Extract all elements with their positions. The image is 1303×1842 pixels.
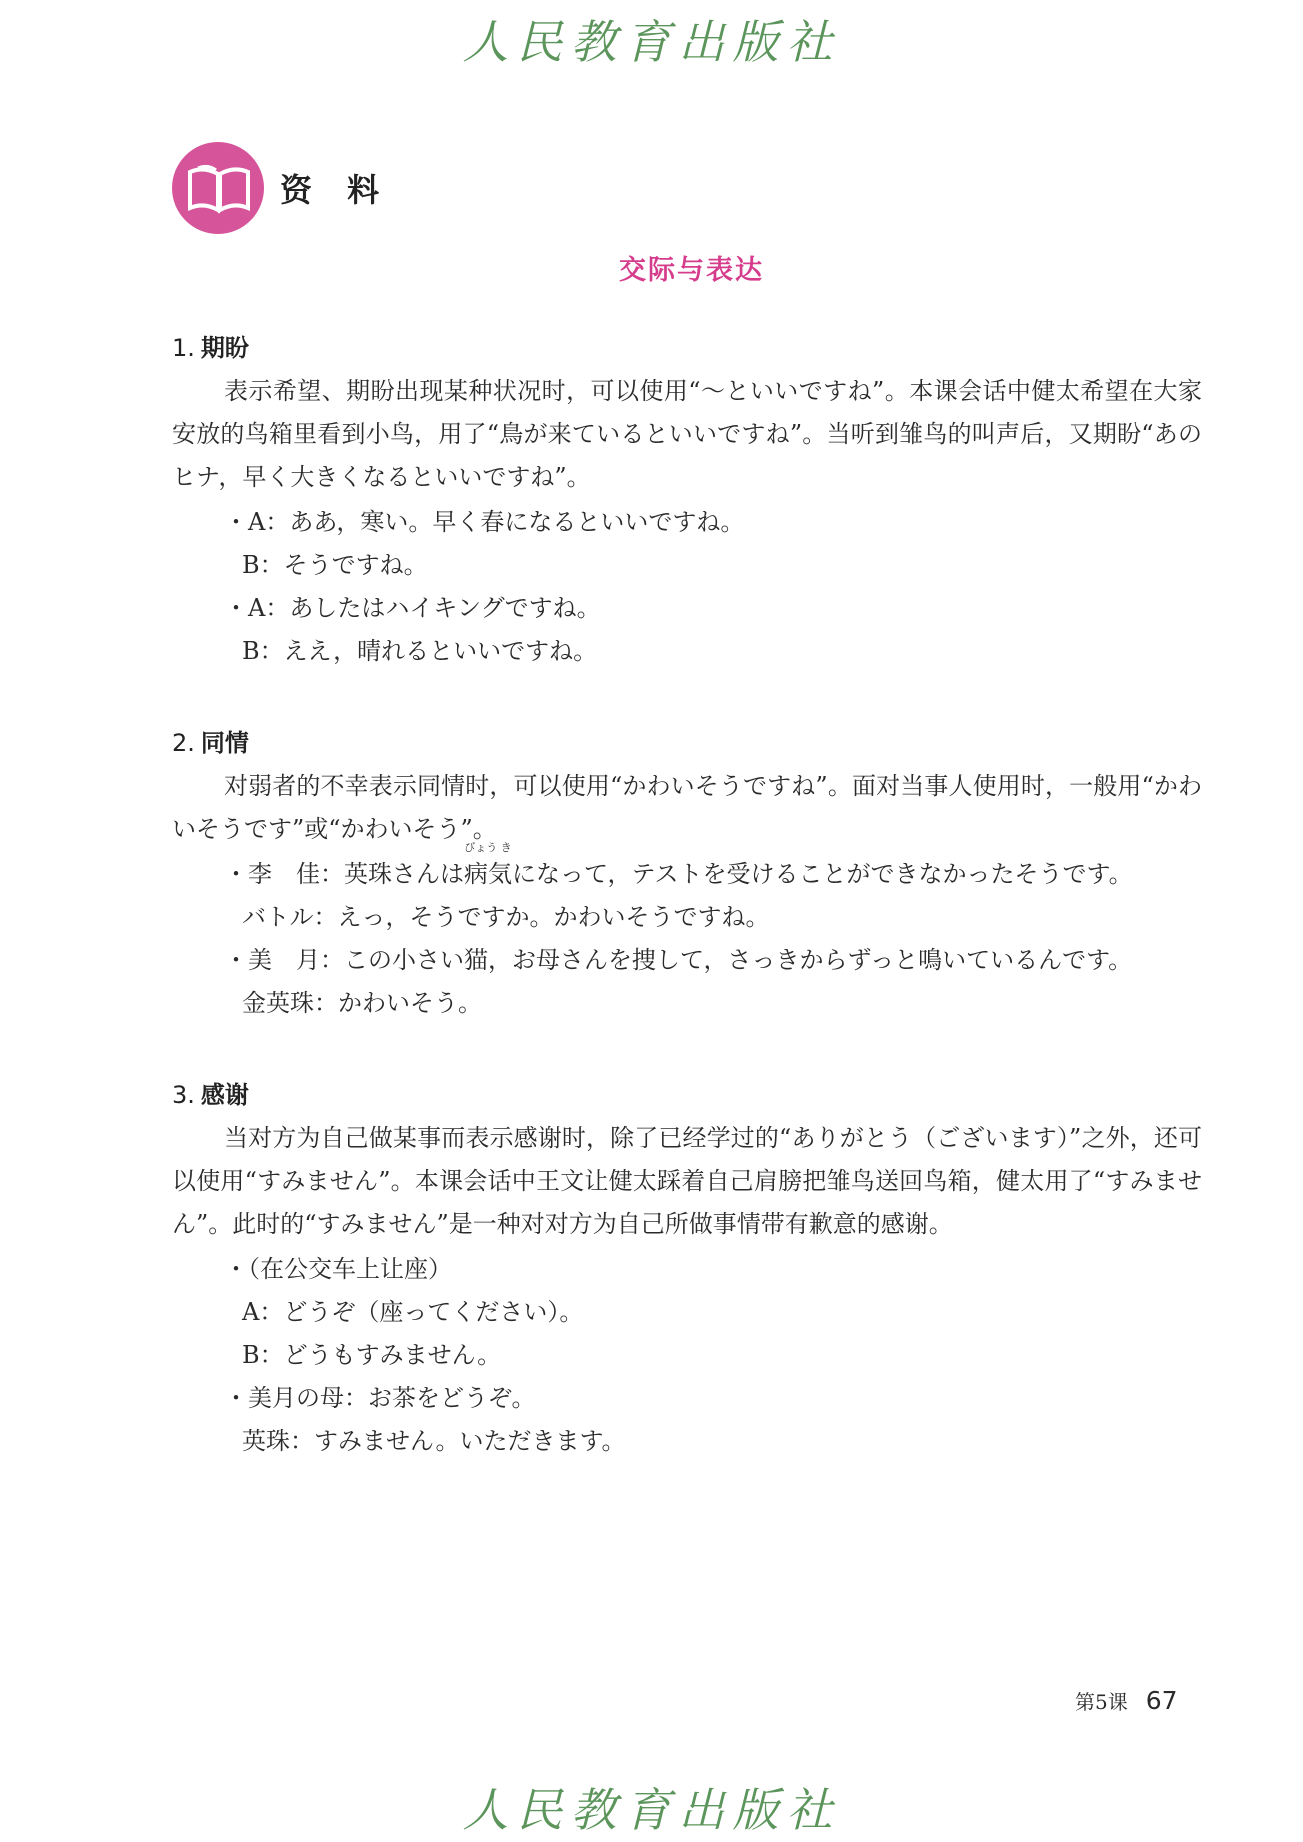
- topic-title: 同情: [200, 729, 249, 757]
- example-line: [172, 841, 1202, 896]
- example-line: ・A：ああ，寒い。早く春になるといいですね。: [224, 508, 745, 536]
- example-list: [172, 501, 1202, 673]
- page-number: 67: [1145, 1686, 1178, 1715]
- example-line: B：そうですね。: [242, 551, 428, 579]
- topic-title: 感谢: [200, 1081, 249, 1109]
- topic-number: 1.: [172, 334, 195, 362]
- topic-2: [172, 725, 1202, 1025]
- example-line: ・美月の母：お茶をどうぞ。: [224, 1384, 536, 1412]
- example-list: [172, 841, 1202, 1025]
- example-list: [172, 1248, 1202, 1463]
- example-line: B：どうもすみません。: [242, 1341, 502, 1369]
- ruby-base: 病気: [464, 860, 512, 888]
- topic-paragraph: 当对方为自己做某事而表示感谢时，除了已经学过的“ありがとう（ございます）”之外，还可以使用“すみません”。本课会话中王文让健太踩着自己肩膀把雏鸟送回鸟箱，健太用了“すみません”。此时的“すみません”是一种对对方为自己所做事情带有歉意的感谢。: [172, 1124, 1202, 1238]
- example-line: ・A：あしたはハイキングですね。: [224, 594, 601, 622]
- ruby-reading: びょう き: [464, 841, 512, 854]
- section-label: 资 料: [280, 171, 392, 209]
- topic-1: [172, 330, 1202, 673]
- topic-3: [172, 1077, 1202, 1463]
- topic-heading: [172, 1077, 1202, 1113]
- example-text: になって，テストを受けることができなかったそうです。: [512, 860, 1133, 888]
- example-line: B：ええ，晴れるといいですね。: [242, 637, 598, 665]
- open-book-icon: [172, 142, 264, 234]
- example-line: ・美 月：この小さい猫，お母さんを捜して，さっきからずっと鳴いているんです。: [224, 946, 1133, 974]
- topic-title: 期盼: [200, 334, 249, 362]
- example-line: 英珠：すみません。いただきます。: [242, 1427, 626, 1455]
- topic-number: 2.: [172, 729, 195, 757]
- page-subtitle: 交际与表达: [619, 255, 764, 286]
- section-header: [172, 140, 391, 236]
- ruby-word: [464, 841, 512, 896]
- example-line: A：どうぞ（座ってください）。: [242, 1298, 584, 1326]
- content: [172, 330, 1202, 1515]
- topic-paragraph: 对弱者的不幸表示同情时，可以使用“かわいそうですね”。面对当事人使用时，一般用“かわいそうです”或“かわいそう”。: [172, 772, 1202, 843]
- topic-paragraph: 表示希望、期盼出现某种状况时，可以使用“～といいですね”。本课会话中健太希望在大家安放的鸟箱里看到小鸟，用了“鳥が来ているといいですね”。当听到雏鸟的叫声后，又期盼“あのヒナ，早く大きくなるといいですね”。: [172, 377, 1202, 491]
- topic-heading: [172, 330, 1202, 366]
- example-text: ・李 佳：英珠さんは: [224, 860, 464, 888]
- lesson-label: 第5课: [1075, 1690, 1128, 1714]
- topic-number: 3.: [172, 1081, 195, 1109]
- publisher-watermark-top: 人民教育出版社: [462, 15, 841, 69]
- example-line: 金英珠：かわいそう。: [242, 989, 482, 1017]
- example-line: ・（在公交车上让座）: [224, 1255, 452, 1283]
- publisher-watermark-bottom: 人民教育出版社: [462, 1783, 841, 1837]
- example-line: バトル：えっ，そうですか。かわいそうですね。: [242, 903, 770, 931]
- topic-heading: [172, 725, 1202, 761]
- page-footer: [1075, 1686, 1178, 1715]
